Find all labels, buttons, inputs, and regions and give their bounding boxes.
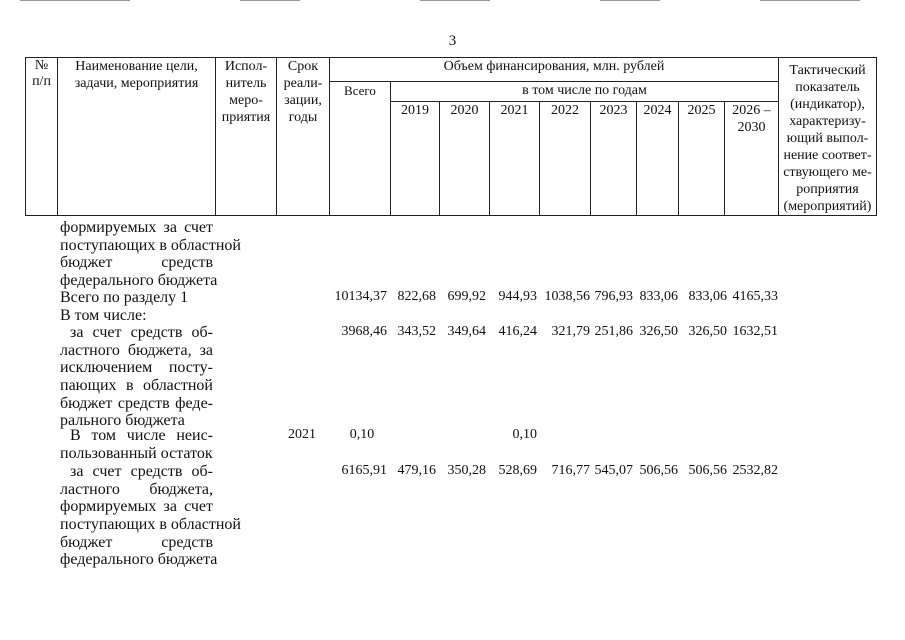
row-value: 1038,56 <box>544 289 590 304</box>
description-line: ластного бюджета, за <box>60 341 213 359</box>
header-indicator <box>779 58 877 216</box>
row-value: 506,56 <box>688 463 727 478</box>
row-description <box>60 427 213 462</box>
row-value: 326,50 <box>639 324 678 339</box>
description-line: В том числе: <box>60 307 147 324</box>
year-header: 2020 <box>440 102 490 216</box>
col_indicator-line: характеризу- <box>789 114 866 129</box>
description-line: поступающих в областной <box>60 236 241 254</box>
year-header: 2021 <box>490 102 540 216</box>
col_indicator-line: (индикатор), <box>790 97 865 112</box>
row-term: 2021 <box>288 427 316 442</box>
description-line: бюджет средств <box>60 533 213 551</box>
row-value: 326,50 <box>688 324 727 339</box>
year-header: 2023 <box>591 102 637 216</box>
year-header: 2025 <box>679 102 725 216</box>
description-line: пающих в областной <box>60 377 213 395</box>
row-value: 251,86 <box>594 324 633 339</box>
description-line: исключением посту- <box>60 359 213 377</box>
row-description <box>60 307 213 325</box>
header-executor <box>216 58 277 216</box>
row-value: 528,69 <box>498 463 537 478</box>
col_term-line: годы <box>288 110 318 125</box>
row-value: 796,93 <box>594 289 633 304</box>
row-value: 545,07 <box>594 463 633 478</box>
row-value: 0,10 <box>512 427 537 442</box>
row-total: 3968,46 <box>341 324 387 339</box>
header-total: Всего <box>330 82 391 216</box>
description-line: поступающих в областной <box>60 516 241 534</box>
col_indicator-line: показатель <box>795 80 860 95</box>
row-value: 822,68 <box>397 289 436 304</box>
row-description <box>60 289 213 307</box>
description-line: Всего по разделу 1 <box>60 289 189 306</box>
row-value: 506,56 <box>639 463 678 478</box>
description-line: формируемых за счет <box>60 498 213 516</box>
row-value: 833,06 <box>639 289 678 304</box>
row-value: 944,93 <box>498 289 537 304</box>
col_indicator-line: нение соответ- <box>783 148 872 163</box>
header-funding: Объем финансирования, млн. рублей <box>330 58 779 82</box>
description-line: бюджет средств <box>60 254 213 272</box>
row-total: 0,10 <box>349 427 375 442</box>
col_exec-line: приятия <box>221 110 271 125</box>
row-value: 4165,33 <box>732 289 778 304</box>
row-total: 6165,91 <box>341 463 387 478</box>
description-line: за счет средств об- <box>70 463 213 480</box>
page-number: 3 <box>448 33 457 49</box>
row-value: 321,79 <box>551 324 590 339</box>
col_indicator-line: ствующего ме- <box>783 165 872 180</box>
header-name: Наименование цели, задачи, мероприятия <box>58 58 216 216</box>
col_indicator-line: (мероприятий) <box>783 199 872 214</box>
row-value: 343,52 <box>397 324 436 339</box>
description-line: формируемых за счет <box>60 219 213 236</box>
year-header: 2024 <box>637 102 679 216</box>
col_term-line: реали- <box>283 76 323 91</box>
row-value: 2532,82 <box>732 463 778 478</box>
description-line: ластного бюджета, <box>60 480 213 498</box>
row-value: 479,16 <box>397 463 436 478</box>
col_indicator-line: Тактический <box>789 63 866 78</box>
header-term <box>277 58 330 216</box>
year-header: 2019 <box>391 102 440 216</box>
col_indicator-line: ющий выпол- <box>786 131 869 146</box>
row-total: 10134,37 <box>334 289 387 304</box>
row-value: 416,24 <box>498 324 537 339</box>
col_exec-line: меро- <box>229 93 263 108</box>
year-header: 2026 – 2030 <box>725 102 779 216</box>
row-value: 350,28 <box>447 463 486 478</box>
col_exec-line: нитель <box>225 76 267 91</box>
col_term-line: Срок <box>287 59 319 74</box>
description-line: бюджет средств феде- <box>60 394 213 412</box>
col_term-line: зации, <box>284 93 322 108</box>
table-header <box>25 57 877 216</box>
header-by-years: в том числе по годам <box>391 82 779 102</box>
row-value: 833,06 <box>688 289 727 304</box>
description-line: В том числе неис- <box>70 427 213 444</box>
row-value: 349,64 <box>447 324 486 339</box>
header-num: № п/п <box>26 58 58 216</box>
row-description <box>60 463 241 569</box>
description-line: пользованный остаток <box>60 444 213 462</box>
row-value: 1632,51 <box>732 324 778 339</box>
row-description <box>60 324 213 430</box>
description-line: федерального бюджета <box>60 272 218 290</box>
col_indicator-line: роприятия <box>796 182 859 197</box>
col_exec-line: Испол- <box>224 59 268 74</box>
year-header: 2022 <box>540 102 591 216</box>
row-value: 716,77 <box>551 463 590 478</box>
row-value: 699,92 <box>447 289 486 304</box>
description-line: федерального бюджета <box>60 551 218 569</box>
row-description <box>60 219 241 290</box>
description-line: рального бюджета <box>60 412 185 430</box>
description-line: за счет средств об- <box>70 324 213 341</box>
